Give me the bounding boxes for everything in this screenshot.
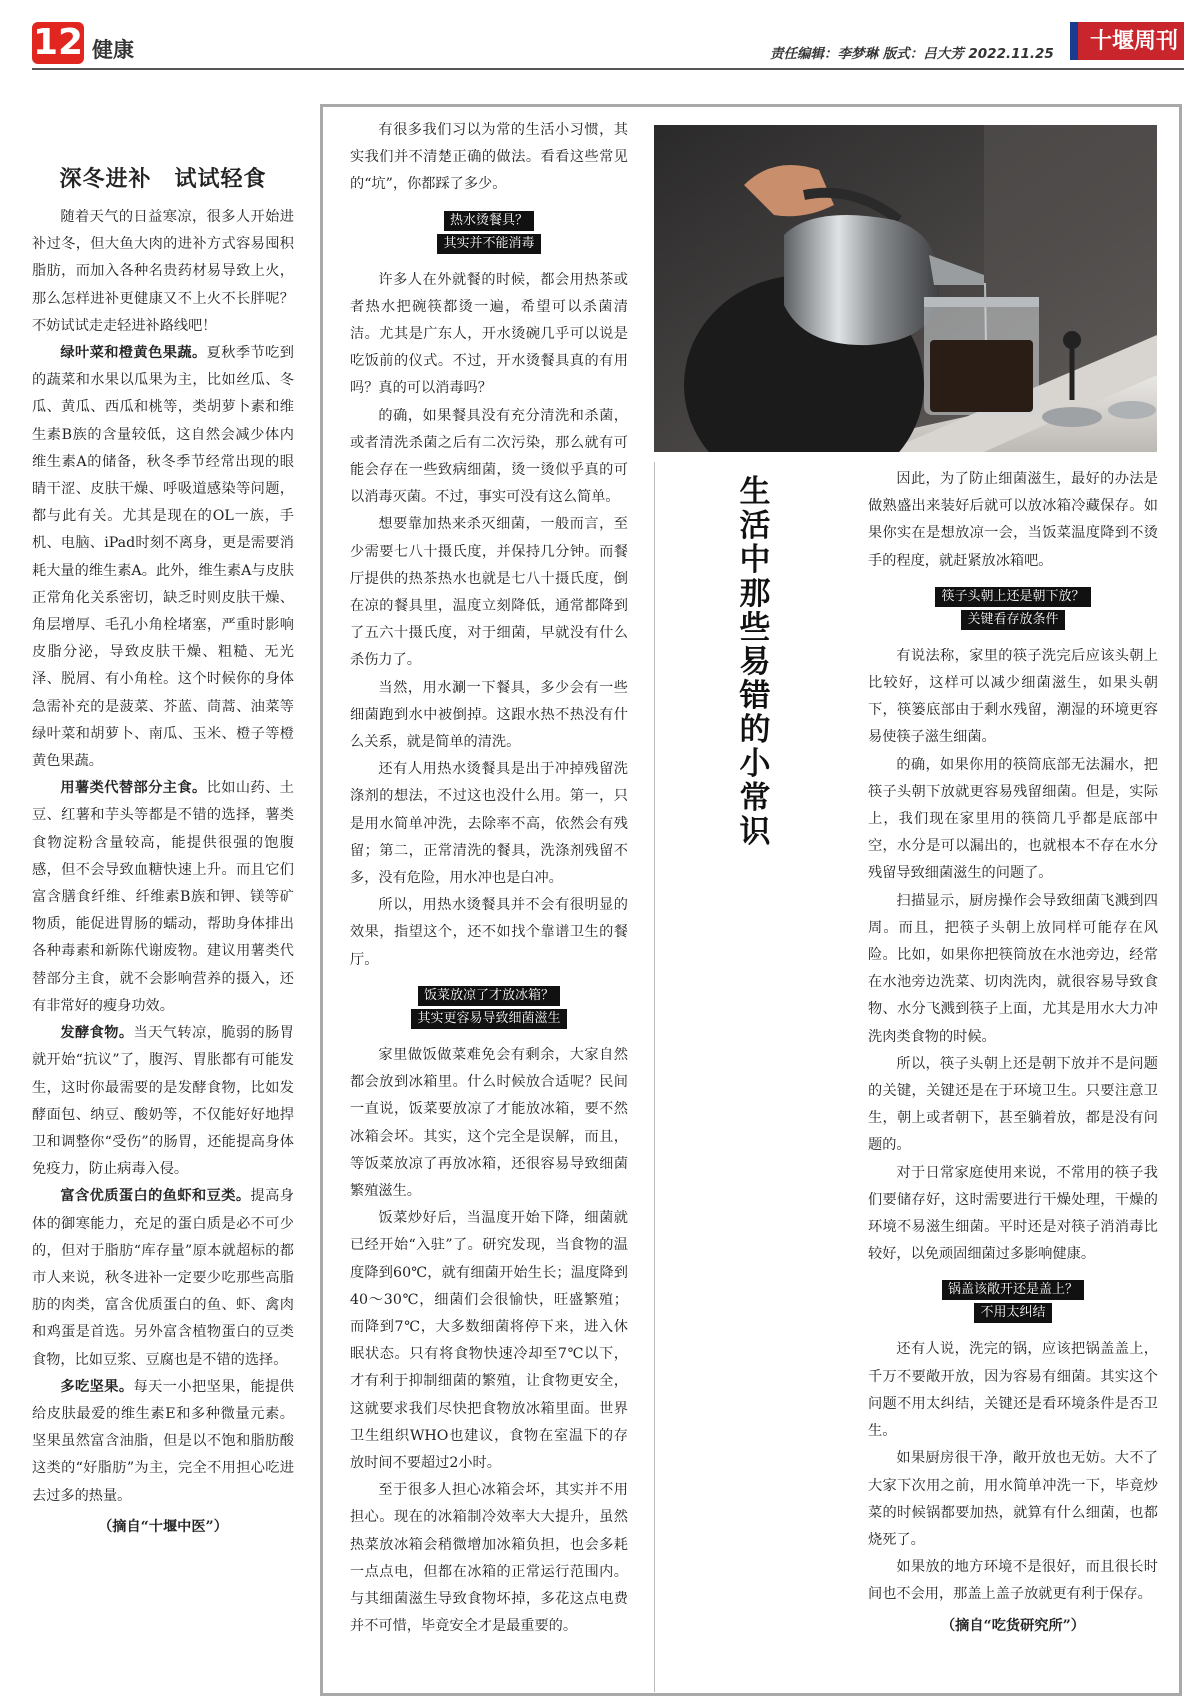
left-source: （摘自“十堰中医”） bbox=[98, 1518, 228, 1535]
kettle-illustration bbox=[654, 125, 1157, 452]
paragraph: 因此，为了防止细菌滋生，最好的办法是做熟盛出来装好后就可以放冰箱冷藏保存。如果你实在是想放凉一会，当饭菜温度降到不烫手的程度，就赶紧放冰箱吧。 bbox=[868, 471, 1158, 569]
paragraph: 的确，如果餐具没有充分清洗和杀菌，或者清洗杀菌之后有二次污染，那么就有可能会存在一些致病细菌，烫一烫似乎真的可以消毒灭菌。不过，事实可没有这么简单。 bbox=[350, 407, 628, 506]
paragraph: 当然，用水涮一下餐具，多少会有一些细菌跑到水中被倒掉。这跟水热不热没有什么关系，就是简单的清洗。 bbox=[350, 679, 628, 751]
left-item: 多吃坚果。每天一小把坚果，能提供给皮肤最爱的维生素E和多种微量元素。坚果虽然富含油脂，但是以不饱和脂肪酸这类的“好脂肪”为主，完全不用担心吃进去过多的热量。 bbox=[32, 1378, 294, 1504]
paragraph: 家里做饭做菜难免会有剩余，大家自然都会放到冰箱里。什么时候放合适呢？民间一直说，饭菜要放凉了才能放冰箱，要不然冰箱会坏。其实，这个完全是误解，而且，等饭菜放凉了再放冰箱，还很容易导致细菌繁殖滋生。 bbox=[350, 1046, 628, 1199]
paragraph: 还有人用热水烫餐具是出于冲掉残留洗涤剂的想法，不过这也没什么用。第一，只是用水简单冲洗，去除率不高，依然会有残留；第二，正常清洗的餐具，洗涤剂残留不多，没有危险，用水冲也是白冲。 bbox=[350, 761, 628, 887]
subhead-hot-water: 热水烫餐具？ 其实并不能消毒 bbox=[350, 209, 628, 255]
newspaper-logo: 十堰周刊 bbox=[1070, 22, 1184, 60]
paragraph: 饭菜炒好后，当温度开始下降，细菌就已经开始“入驻”了。研究发现，当食物的温度降到60℃，就有细菌开始生长；温度降到40～30℃，细菌们会很愉快，旺盛繁殖；而降到7℃，大多数细菌将停下来，进入休眠状态。只有将食物快速冷却至7℃以下，才有利于抑制细菌的繁殖，让食物更安全，这就要求我们尽快把食物放冰箱里面。世界卫生组织WHO也建议，食物在室温下的存放时间不要超过2小时。 bbox=[350, 1210, 628, 1471]
paragraph: 还有人说，洗完的锅，应该把锅盖盖上，千万不要敞开放，因为容易有细菌。其实这个问题不用太纠结，关键还是看环境条件是否卫生。 bbox=[868, 1341, 1158, 1440]
paragraph: 的确，如果你用的筷筒底部无法漏水，把筷子头朝下放就更容易残留细菌。但是，实际上，我们现在家里用的筷筒几乎都是底部中空，水分是可以漏出的，也就根本不存在水分残留导致细菌滋生的问题了。 bbox=[868, 756, 1158, 882]
paragraph: 有说法称，家里的筷子洗完后应该头朝上比较好，这样可以减少细菌滋生，如果头朝下，筷篓底部由于剩水残留，潮湿的环境更容易使筷子滋生细菌。 bbox=[868, 647, 1158, 746]
paragraph: 所以，筷子头朝上还是朝下放并不是问题的关键，关键还是在于环境卫生。只要注意卫生，朝上或者朝下，甚至躺着放，都是没有问题的。 bbox=[868, 1055, 1158, 1154]
left-item: 用薯类代替部分主食。比如山药、土豆、红薯和芋头等都是不错的选择，薯类食物淀粉含量较高，能提供很强的饱腹感，但不会导致血糖快速上升。而且它们富含膳食纤维、纤维素B族和钾、镁等矿物质，能促进胃肠的蠕动，帮助身体排出各种毒素和新陈代谢废物。建议用薯类代替部分主食，就不会影响营养的摄入，还有非常好的瘦身功效。 bbox=[32, 780, 294, 1014]
editor-credits: 责任编辑：李梦琳 版式：吕大芳 2022.11.25 bbox=[770, 46, 1054, 62]
paragraph: 所以，用热水烫餐具并不会有很明显的效果，指望这个，还不如找个靠谱卫生的餐厅。 bbox=[350, 897, 628, 968]
paragraph: 对于日常家庭使用来说，不常用的筷子我们要储存好，这时需要进行干燥处理，干燥的环境不易滋生细菌。平时还是对筷子消消毒比较好，以免顽固细菌过多影响健康。 bbox=[868, 1164, 1158, 1263]
paragraph: 许多人在外就餐的时候，都会用热茶或者热水把碗筷都烫一遍，希望可以杀菌清洁。尤其是广东人，开水烫碗几乎可以说是吃饭前的仪式。不过，开水烫餐具真的有用吗？真的可以消毒吗？ bbox=[350, 271, 628, 397]
header-rule bbox=[32, 68, 1184, 70]
subhead-pot-lid: 锅盖该敞开还是盖上？ 不用太纠结 bbox=[868, 1278, 1158, 1324]
left-item: 绿叶菜和橙黄色果蔬。夏秋季节吃到的蔬菜和水果以瓜果为主，比如丝瓜、冬瓜、黄瓜、西瓜和桃等，类胡萝卜素和维生素B族的含量较低，这自然会减少体内维生素A的储备，秋冬季节经常出现的眼睛干涩、皮肤干燥、呼吸道感染等问题，都与此有关。尤其是现在的OL一族，手机、电脑、iPad时刻不离身，更是需要消耗大量的维生素A。此外，维生素A与皮肤正常角化关系密切，缺乏时则皮肤干燥、角层增厚、毛孔小角栓堵塞，严重时影响皮脂分泌，导致皮肤干燥、粗糙、无光泽、脱屑、有小角栓。这个时候你的身体急需补充的是菠菜、芥蓝、茼蒿、油菜等绿叶菜和胡萝卜、南瓜、玉米、橙子等橙黄色果蔬。 bbox=[32, 345, 294, 770]
left-article-title: 深冬进补 试试轻食 bbox=[59, 166, 267, 192]
main-source: （摘自“吃货研究所”） bbox=[940, 1617, 1085, 1634]
left-item: 发酵食物。当天气转凉，脆弱的肠胃就开始“抗议”了，腹泻、胃胀都有可能发生，这时你最需要的是发酵食物，比如发酵面包、纳豆、酸奶等，不仅能好好地捍卫和调整你“受伤”的肠胃，还能提高身体免疫力，防止病毒入侵。 bbox=[32, 1025, 294, 1178]
section-title: 健康 bbox=[92, 38, 134, 62]
paragraph: 如果厨房很干净，敞开放也无妨。大不了大家下次用之前，用水简单冲洗一下，毕竟炒菜的时候锅都要加热，就算有什么细菌，也都烧死了。 bbox=[868, 1450, 1158, 1548]
left-article-body bbox=[32, 204, 294, 1555]
main-article-title: 生活中那些易错的小常识 bbox=[739, 474, 771, 850]
column-divider bbox=[654, 462, 655, 1692]
kettle-pouring-photo bbox=[654, 125, 1157, 452]
subhead-chopsticks: 筷子头朝上还是朝下放？ 关键看存放条件 bbox=[868, 585, 1158, 631]
logo-accent-bar bbox=[1070, 22, 1078, 60]
left-intro: 随着天气的日益寒凉，很多人开始进补过冬，但大鱼大肉的进补方式容易囤积脂肪，而加入各种名贵药材易导致上火，那么怎样进补更健康又不上火不长胖呢？不妨试试走走轻进补路线吧！ bbox=[32, 209, 294, 334]
main-article-right-column bbox=[868, 466, 1158, 1654]
paragraph: 想要靠加热来杀灭细菌，一般而言，至少需要七八十摄氏度，并保持几分钟。而餐厅提供的热茶热水也就是七八十摄氏度，倒在凉的餐具里，温度立刻降低，通常都降到了五六十摄氏度，对于细菌，早就没有什么杀伤力了。 bbox=[350, 516, 628, 669]
paragraph: 扫描显示，厨房操作会导致细菌飞溅到四周。而且，把筷子头朝上放同样可能存在风险。比如，如果你把筷筒放在水池旁边，经常在水池旁边洗菜、切肉洗肉，就很容易导致食物、水分飞溅到筷子上面，尤其是用水大力冲洗肉类食物的时候。 bbox=[868, 892, 1158, 1045]
main-article-middle-column bbox=[350, 117, 628, 1640]
paragraph: 如果放的地方环境不是很好，而且很长时间也不会用，那盖上盖子放就更有利于保存。 bbox=[868, 1559, 1158, 1603]
paragraph: 至于很多人担心冰箱会坏，其实并不用担心。现在的冰箱制冷效率大大提升，虽然热菜放冰箱会稍微增加冰箱负担，也会多耗一点点电，但都在冰箱的正常运行范围内。与其细菌滋生导致食物坏掉，多花这点电费并不可惜，毕竟安全才是最重要的。 bbox=[350, 1482, 628, 1635]
page-number-badge: 12 bbox=[32, 22, 84, 63]
main-intro: 有很多我们习以为常的生活小习惯，其实我们并不清楚正确的做法。看看这些常见的“坑”，你都踩了多少。 bbox=[350, 122, 628, 193]
subhead-leftovers: 饭菜放凉了才放冰箱？ 其实更容易导致细菌滋生 bbox=[350, 984, 628, 1030]
left-item: 富含优质蛋白的鱼虾和豆类。提高身体的御寒能力，充足的蛋白质是必不可少的，但对于脂肪“库存量”原本就超标的都市人来说，秋冬进补一定要少吃那些高脂肪的肉类，富含优质蛋白的鱼、虾、禽肉和鸡蛋是首选。另外富含植物蛋白的豆类食物，比如豆浆、豆腐也是不错的选择。 bbox=[32, 1188, 294, 1368]
